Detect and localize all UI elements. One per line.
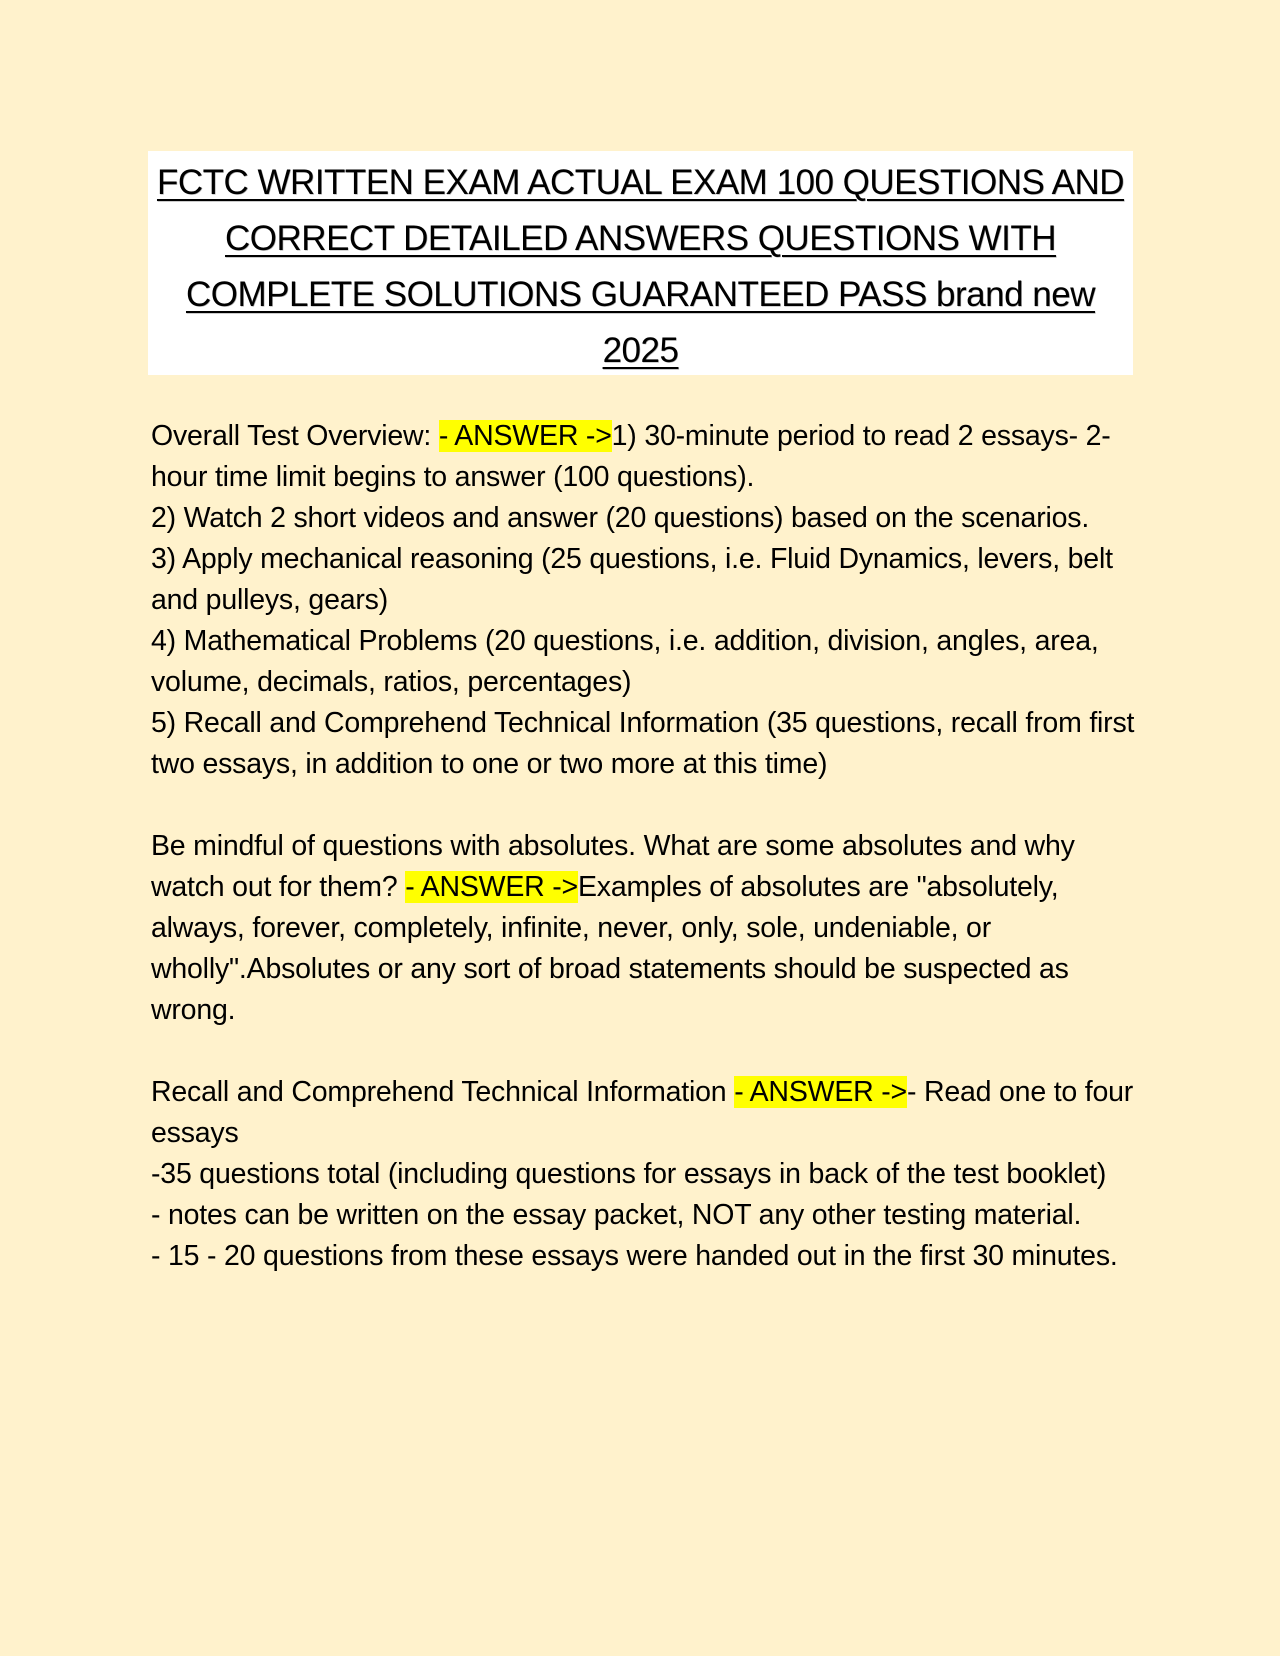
answer-text: Examples of absolutes are "absolutely, always, forever, completely, infinite, never, only, sole, undeniable, or wholly".Absolutes or any sort of broad statements should be suspected as wrong. — [151, 871, 1069, 1026]
answer-line: - 15 - 20 questions from these essays were handed out in the first 30 minutes. — [151, 1240, 1118, 1272]
qa-block-absolutes — [151, 826, 1136, 1031]
answer-line: 3) Apply mechanical reasoning (25 questions, i.e. Fluid Dynamics, levers, belt and pulleys, gears) — [151, 543, 1113, 616]
answer-line: 2) Watch 2 short videos and answer (20 questions) based on the scenarios. — [151, 502, 1090, 534]
answer-text: 1) 30-minute period to read 2 essays- 2-hour time limit begins to answer (100 questions). — [151, 420, 1111, 493]
question-text: Recall and Comprehend Technical Information — [151, 1076, 735, 1108]
question-text: Overall Test Overview: — [151, 420, 439, 452]
qa-block-test-overview — [151, 416, 1136, 785]
qa-block-technical-information — [151, 1072, 1136, 1277]
qa-first-line — [151, 1072, 1136, 1154]
qa-first-line — [151, 826, 1136, 1031]
title-block — [148, 151, 1133, 375]
answer-marker-highlight: - ANSWER -> — [405, 871, 578, 903]
answer-marker-highlight: - ANSWER -> — [734, 1076, 907, 1108]
qa-first-line — [151, 416, 1136, 498]
question-text: Be mindful of questions with absolutes. What are some absolutes and why watch out for them? — [151, 830, 1075, 903]
answer-line: 4) Mathematical Problems (20 questions, i.e. addition, division, angles, area, volume, decimals, ratios, percentages) — [151, 625, 1099, 698]
answer-line: - notes can be written on the essay packet, NOT any other testing material. — [151, 1199, 1082, 1231]
document-title: FCTC WRITTEN EXAM ACTUAL EXAM 100 QUESTIONS AND CORRECT DETAILED ANSWERS QUESTIONS WITH COMPLETE SOLUTIONS GUARANTEED PASS brand new 2025 — [156, 163, 1125, 370]
answer-line: -35 questions total (including questions for essays in back of the test booklet) — [151, 1158, 1107, 1190]
answer-line: 5) Recall and Comprehend Technical Information (35 questions, recall from first two essays, in addition to one or two more at this time) — [151, 707, 1135, 780]
answer-marker-highlight: - ANSWER -> — [438, 420, 612, 452]
answer-text: - Read one to four essays — [151, 1076, 1134, 1149]
document-body — [151, 416, 1136, 1318]
